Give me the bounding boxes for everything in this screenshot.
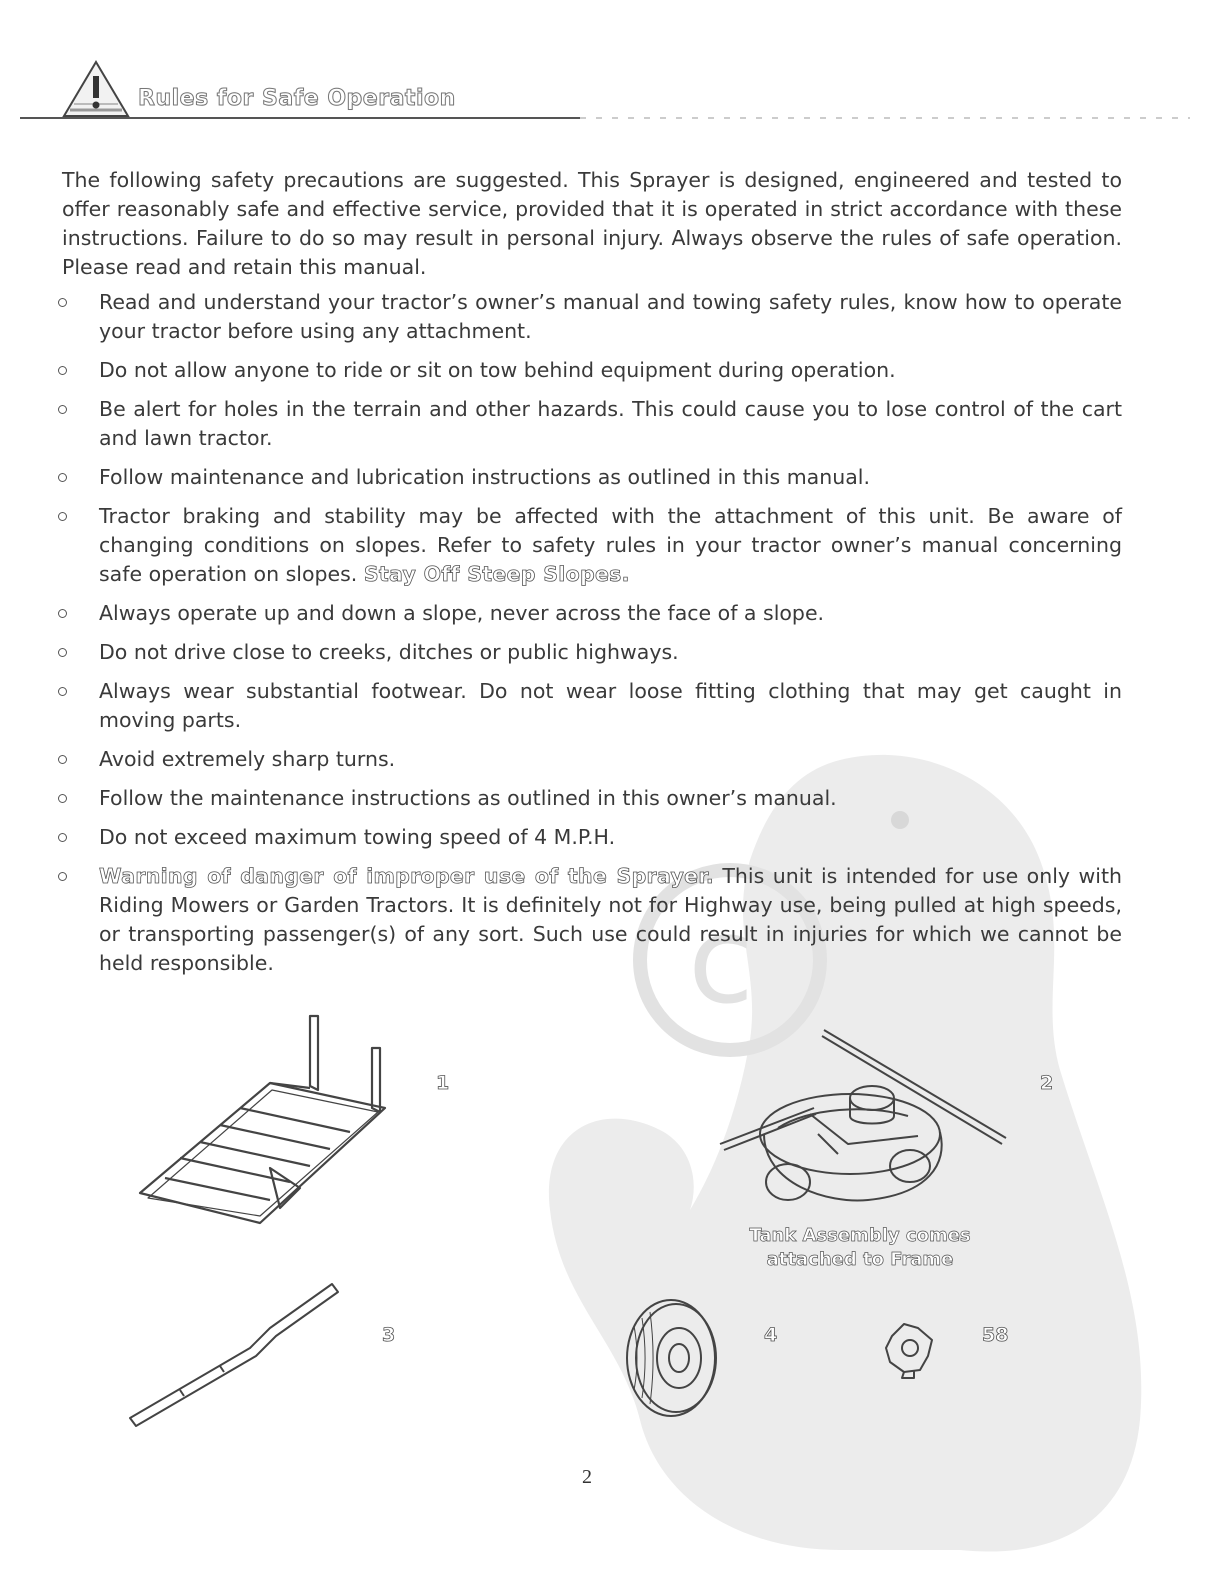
caption-line-1: Tank Assembly comes <box>749 1225 971 1246</box>
header-rule <box>20 116 1190 120</box>
list-item: Read and understand your tractor’s owner’s manual and towing safety rules, know how to operate your tractor before using any attachment. <box>0 288 1122 346</box>
page-number: 2 <box>582 1466 592 1488</box>
part-number-58: 58 <box>982 1324 1009 1346</box>
emphasis-text: Stay Off Steep Slopes. <box>363 562 630 586</box>
part-number-4: 4 <box>764 1324 778 1346</box>
frame-icon <box>120 1008 400 1238</box>
bullet-icon <box>58 473 67 482</box>
warning-triangle-icon <box>60 58 132 120</box>
knob-icon <box>880 1316 940 1380</box>
part-number-1: 1 <box>436 1072 450 1094</box>
list-item: Do not exceed maximum towing speed of 4 M.P.H. <box>0 823 1122 852</box>
list-item: Warning of danger of improper use of the Sprayer. This unit is intended for use only with Riding Mowers or Garden Tractors. It is definitely not for Highway use, being pulled at high speeds, or transporting passenger(s) of any sort. Such use could result in injuries for which we cannot be held responsible. <box>0 862 1122 978</box>
list-item: Avoid extremely sharp turns. <box>0 745 1122 774</box>
list-item: Tractor braking and stability may be affected with the attachment of this unit. Be aware of changing conditions on slopes. Refer to safety rules in your tractor owner’s manual concerning safe operation on slopes. Stay Off Steep Slopes. <box>0 502 1122 589</box>
bullet-icon <box>58 366 67 375</box>
bullet-icon <box>58 833 67 842</box>
list-item: Do not drive close to creeks, ditches or public highways. <box>0 638 1122 667</box>
tank-caption <box>720 1224 1000 1272</box>
bullet-icon <box>58 872 67 881</box>
caption-line-2: attached to Frame <box>766 1249 954 1270</box>
bullet-icon <box>58 609 67 618</box>
tank-sprayer-icon <box>718 1024 1008 1220</box>
part-number-3: 3 <box>382 1324 396 1346</box>
bullet-icon <box>58 755 67 764</box>
bullet-icon <box>58 512 67 521</box>
warning-lead-text: Warning of danger of improper use of the Sprayer. <box>99 864 714 888</box>
bullet-icon <box>58 405 67 414</box>
tow-bar-icon <box>120 1274 350 1438</box>
svg-text:c: c <box>688 892 754 1031</box>
safety-rules-list <box>0 288 1224 988</box>
section-title: Rules for Safe Operation <box>138 86 456 111</box>
list-item: Follow the maintenance instructions as outlined in this owner’s manual. <box>0 784 1122 813</box>
intro-paragraph: The following safety precautions are suggested. This Sprayer is designed, engineered and tested to offer reasonably safe and effective service, provided that it is operated in strict accordance with these instructions. Failure to do so may result in personal injury. Always observe the rules of safe operation. Please read and retain this manual. <box>62 167 1122 279</box>
list-item: Be alert for holes in the terrain and other hazards. This could cause you to lose control of the cart and lawn tractor. <box>0 395 1122 453</box>
bullet-icon <box>58 794 67 803</box>
part-number-2: 2 <box>1040 1072 1054 1094</box>
bullet-icon <box>58 687 67 696</box>
wheel-icon <box>616 1296 726 1420</box>
section-header <box>20 58 1190 128</box>
list-item: Do not allow anyone to ride or sit on tow behind equipment during operation. <box>0 356 1122 385</box>
bullet-icon <box>58 298 67 307</box>
list-item: Follow maintenance and lubrication instructions as outlined in this manual. <box>0 463 1122 492</box>
bullet-icon <box>58 648 67 657</box>
list-item: Always operate up and down a slope, never across the face of a slope. <box>0 599 1122 628</box>
list-item: Always wear substantial footwear. Do not wear loose fitting clothing that may get caught in moving parts. <box>0 677 1122 735</box>
